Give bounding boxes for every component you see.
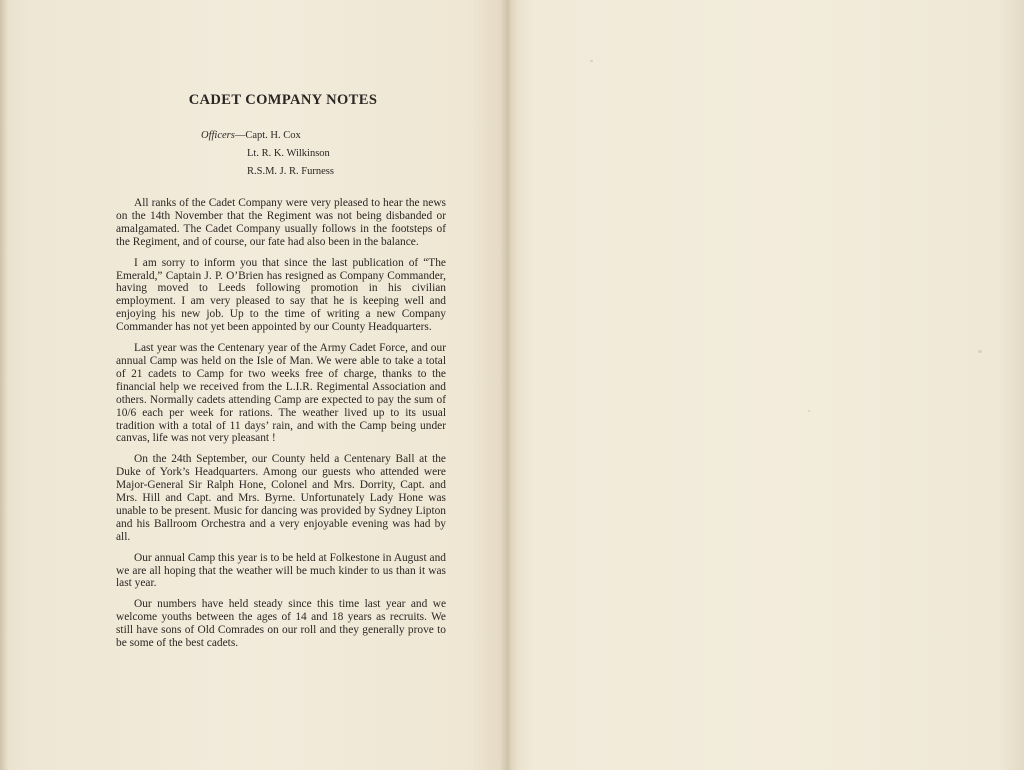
paper-speck xyxy=(978,350,982,353)
paragraph-2: I am sorry to inform you that since the last publication of “The Emerald,” Captain J. P. O’Brien has resigned as Company Commander, having moved to Leeds following promotion in his civilian employment. I am very pleased to say that he is keeping well and enjoying his new job. Up to the time of writing a new Company Commander has not yet been appointed by our County Headquarters. xyxy=(116,256,446,334)
paragraph-3: Last year was the Centenary year of the Army Cadet Force, and our annual Camp was held on the Isle of Man. We were able to take a total of 21 cadets to Camp for two weeks free of charge, thanks to the financial help we received from the L.I.R. Regimental Association and others. Normally cadets attending Camp are expected to pay the sum of 10/6 each per week for rations. The weather lived up to its usual tradition with a total of 11 days’ rain, and with the Camp being under canvas, life was not very pleasant ! xyxy=(116,342,446,445)
officer-entry-2: Lt. R. K. Wilkinson xyxy=(247,148,330,159)
paper-speck xyxy=(590,60,593,62)
left-page xyxy=(0,0,508,770)
officer-row-1 xyxy=(116,127,446,145)
paragraph-5: Our annual Camp this year is to be held at Folkestone in August and we are all hoping that the weather will be much kinder to us than it was last year. xyxy=(116,551,446,590)
page-edge-shadow xyxy=(0,0,8,770)
paragraph-6: Our numbers have held steady since this time last year and we welcome youths between the ages of 14 and 18 years as recruits. We still have sons of Old Comrades on our roll and they generally prove to be some of the best cadets. xyxy=(116,598,446,650)
officers-label: Officers xyxy=(201,130,235,141)
article xyxy=(116,92,446,658)
officer-entry-3: R.S.M. J. R. Furness xyxy=(247,166,334,177)
paragraph-1: All ranks of the Cadet Company were very pleased to hear the news on the 14th November that the Regiment was not being disbanded or amalgamated. The Cadet Company usually follows in the footsteps of the Regiment, and of course, our fate had also been in the balance. xyxy=(116,197,446,248)
paragraph-4: On the 24th September, our County held a Centenary Ball at the Duke of York’s Headquarters. Among our guests who attended were Major-General Sir Ralph Hone, Colonel and Mrs. Dorrity, Capt. and Mrs. Hill and Capt. and Mrs. Byrne. Unfortunately Lady Hone was unable to be present. Music for dancing was provided by Sydney Lipton and his Ballroom Orchestra and a very enjoyable evening was had by all. xyxy=(116,453,446,543)
officer-entry-1: —Capt. H. Cox xyxy=(234,130,301,141)
paper-speck xyxy=(808,410,810,412)
right-page-blank xyxy=(508,0,1024,770)
article-title: CADET COMPANY NOTES xyxy=(188,92,378,108)
book-gutter xyxy=(500,0,518,770)
officers-list xyxy=(116,127,446,181)
